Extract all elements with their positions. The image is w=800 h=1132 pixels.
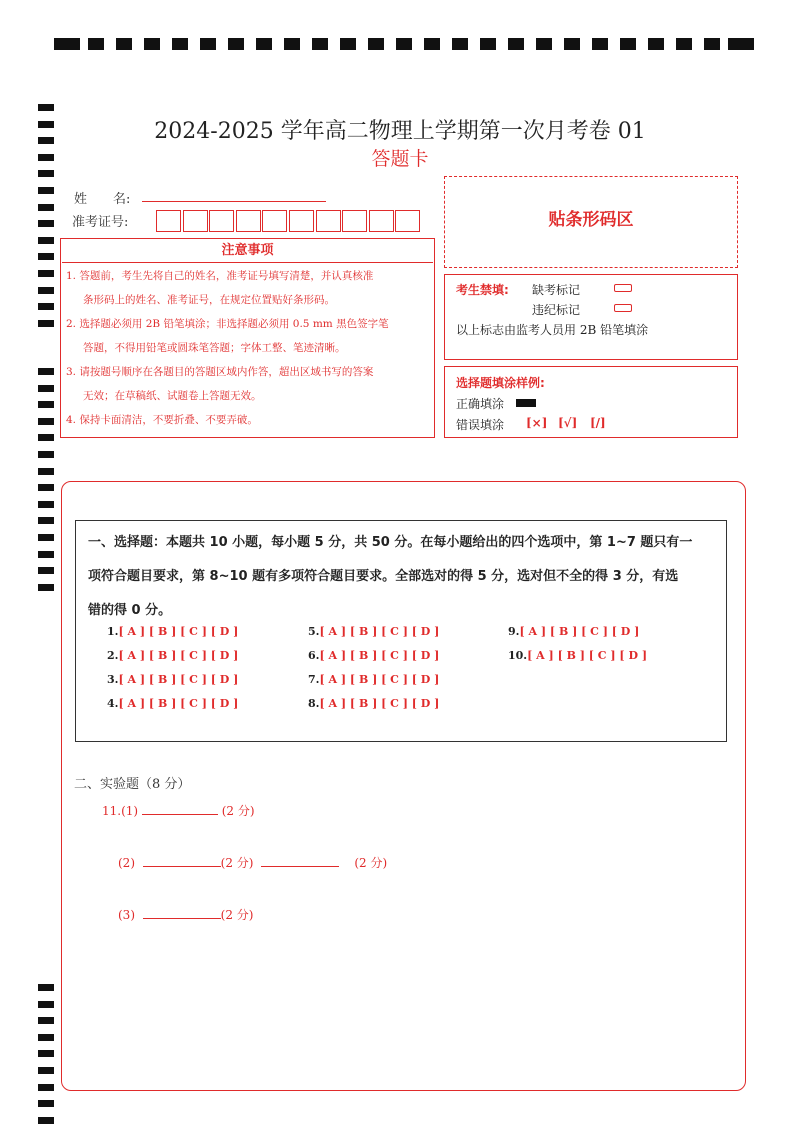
exam-id-digit-box[interactable] xyxy=(209,210,234,232)
side-timing-mark xyxy=(38,534,54,541)
side-timing-mark xyxy=(38,187,54,194)
wrong-mark-cross: [×] xyxy=(526,416,548,430)
answer-options[interactable]: [ A ] [ B ] [ C ] [ D ] xyxy=(319,625,440,638)
question-number: 5. xyxy=(308,625,320,638)
fill-sample-title: 选择题填涂样例: xyxy=(456,376,545,390)
absent-mark-label: 缺考标记 xyxy=(532,283,581,297)
question-number: 4. xyxy=(107,697,119,710)
side-timing-mark xyxy=(38,1017,54,1024)
side-timing-mark xyxy=(38,204,54,211)
timing-mark xyxy=(368,38,384,50)
side-timing-mark xyxy=(38,170,54,177)
timing-mark xyxy=(200,38,216,50)
name-field[interactable] xyxy=(142,200,326,202)
choice-question-5[interactable] xyxy=(308,625,439,638)
side-timing-mark xyxy=(38,401,54,408)
timing-mark xyxy=(648,38,664,50)
page-title: 2024-2025 学年高二物理上学期第一次月考卷 01 xyxy=(154,119,646,144)
timing-marks-top xyxy=(54,38,754,52)
correct-fill-label: 正确填涂 xyxy=(456,397,505,411)
question-number: 10. xyxy=(508,649,528,662)
exam-id-digit-box[interactable] xyxy=(156,210,181,232)
timing-mark xyxy=(564,38,580,50)
timing-mark xyxy=(116,38,132,50)
question-number: 8. xyxy=(308,697,320,710)
notice-item-2: 2. 选择题必须用 2B 铅笔填涂；非选择题必须用 0.5 mm 黑色签字笔 答题，不得用铅笔或圆珠笔答题；字体工整、笔迹清晰。 xyxy=(66,318,389,354)
q11-part2: (2) (2 分) (2 分) xyxy=(118,856,388,870)
side-timing-mark xyxy=(38,584,54,591)
answer-options[interactable]: [ A ] [ B ] [ C ] [ D ] xyxy=(118,697,239,710)
timing-mark xyxy=(88,38,104,50)
choice-question-2[interactable] xyxy=(107,649,238,662)
timing-mark xyxy=(284,38,300,50)
timing-mark xyxy=(620,38,636,50)
exam-id-digit-box[interactable] xyxy=(236,210,261,232)
side-timing-mark xyxy=(38,517,54,524)
violation-mark-box[interactable] xyxy=(614,304,632,312)
side-timing-mark xyxy=(38,220,54,227)
q11-part3: (3) (2 分) xyxy=(118,908,254,922)
exam-id-digit-box[interactable] xyxy=(342,210,367,232)
section1-instruction-line1: 一、选择题：本题共 10 小题，每小题 5 分，共 50 分。在每小题给出的四个选项中，第 1~7 题只有一 xyxy=(88,535,693,550)
notice-title: 注意事项 xyxy=(62,240,433,263)
side-timing-mark xyxy=(38,984,54,991)
question-number: 3. xyxy=(107,673,119,686)
timing-mark xyxy=(396,38,412,50)
side-timing-mark xyxy=(38,320,54,327)
notice-item-1: 1. 答题前，考生先将自己的姓名，准考证号填写清楚，并认真核准 条形码上的姓名、准考证号，在规定位置贴好条形码。 xyxy=(66,270,374,306)
barcode-area: 贴条形码区 xyxy=(444,176,738,268)
timing-mark xyxy=(728,38,754,50)
choice-question-10[interactable] xyxy=(508,649,647,662)
exam-forbid-title: 考生禁填: xyxy=(456,283,509,297)
violation-mark-label: 违纪标记 xyxy=(532,303,581,317)
side-timing-mark xyxy=(38,1117,54,1124)
timing-mark xyxy=(172,38,188,50)
side-timing-mark xyxy=(38,1050,54,1057)
side-timing-mark xyxy=(38,104,54,111)
timing-mark xyxy=(536,38,552,50)
correct-fill-sample xyxy=(516,399,536,407)
side-timing-mark xyxy=(38,451,54,458)
exam-id-label: 准考证号: xyxy=(72,215,129,230)
choice-question-6[interactable] xyxy=(308,649,439,662)
wrong-mark-slash: [/] xyxy=(590,416,606,430)
exam-id-digit-box[interactable] xyxy=(289,210,314,232)
notice-item-4: 4. 保持卡面清洁，不要折叠、不要弄破。 xyxy=(66,414,258,426)
q11-part1: 11.(1) (2 分) xyxy=(102,804,255,818)
side-timing-mark xyxy=(38,1100,54,1107)
wrong-mark-check: [√] xyxy=(558,416,578,430)
answer-options[interactable]: [ A ] [ B ] [ C ] [ D ] xyxy=(118,673,239,686)
timing-mark xyxy=(480,38,496,50)
side-timing-mark xyxy=(38,1084,54,1091)
question-number: 1. xyxy=(107,625,119,638)
timing-mark xyxy=(704,38,720,50)
timing-mark xyxy=(54,38,80,50)
timing-mark xyxy=(312,38,328,50)
answer-options[interactable]: [ A ] [ B ] [ C ] [ D ] xyxy=(118,649,239,662)
section1-instruction-line2: 项符合题目要求，第 8~10 题有多项符合题目要求。全部选对的得 5 分，选对但不全的得 3 分，有选 xyxy=(88,569,679,584)
question-number: 7. xyxy=(308,673,320,686)
name-label: 姓 名: xyxy=(74,192,131,207)
timing-mark xyxy=(452,38,468,50)
wrong-fill-label: 错误填涂 xyxy=(456,418,505,432)
q11-2a-answer-line[interactable] xyxy=(143,856,221,867)
exam-id-digit-box[interactable] xyxy=(183,210,208,232)
side-timing-mark xyxy=(38,418,54,425)
answer-options[interactable]: [ A ] [ B ] [ C ] [ D ] xyxy=(519,625,640,638)
page-subtitle: 答题卡 xyxy=(371,148,429,170)
question-number: 2. xyxy=(107,649,119,662)
side-timing-mark xyxy=(38,1001,54,1008)
absent-mark-box[interactable] xyxy=(614,284,632,292)
question-number: 9. xyxy=(508,625,520,638)
choice-question-3[interactable] xyxy=(107,673,238,686)
answer-options[interactable]: [ A ] [ B ] [ C ] [ D ] xyxy=(319,697,440,710)
answer-options[interactable]: [ A ] [ B ] [ C ] [ D ] xyxy=(319,649,440,662)
timing-mark xyxy=(228,38,244,50)
timing-mark xyxy=(256,38,272,50)
exam-id-digit-box[interactable] xyxy=(395,210,420,232)
side-timing-mark xyxy=(38,484,54,491)
exam-id-digit-box[interactable] xyxy=(316,210,341,232)
timing-mark xyxy=(676,38,692,50)
side-timing-mark xyxy=(38,501,54,508)
q11-1-answer-line[interactable] xyxy=(142,804,218,815)
q11-3-answer-line[interactable] xyxy=(143,908,221,919)
timing-mark xyxy=(592,38,608,50)
side-timing-mark xyxy=(38,1034,54,1041)
timing-mark xyxy=(144,38,160,50)
choice-question-1[interactable] xyxy=(107,625,238,638)
exam-id-digit-box[interactable] xyxy=(262,210,287,232)
timing-mark xyxy=(508,38,524,50)
choice-question-8[interactable] xyxy=(308,697,439,710)
side-timing-mark xyxy=(38,385,54,392)
timing-mark xyxy=(340,38,356,50)
choice-question-4[interactable] xyxy=(107,697,238,710)
side-timing-mark xyxy=(38,270,54,277)
notice-item-3: 3. 请按题号顺序在各题目的答题区域内作答，超出区域书写的答案 无效；在草稿纸、试题卷上答题无效。 xyxy=(66,366,374,402)
answer-options[interactable]: [ A ] [ B ] [ C ] [ D ] xyxy=(319,673,440,686)
side-timing-mark xyxy=(38,468,54,475)
forbid-note: 以上标志由监考人员用 2B 铅笔填涂 xyxy=(456,323,649,337)
section2-title: 二、实验题（8 分） xyxy=(74,777,191,792)
side-timing-mark xyxy=(38,551,54,558)
side-timing-mark xyxy=(38,237,54,244)
q11-2b-answer-line[interactable] xyxy=(261,856,339,867)
timing-mark xyxy=(424,38,440,50)
question-number: 6. xyxy=(308,649,320,662)
side-timing-mark xyxy=(38,434,54,441)
answer-options[interactable]: [ A ] [ B ] [ C ] [ D ] xyxy=(527,649,648,662)
side-timing-mark xyxy=(38,567,54,574)
side-timing-mark xyxy=(38,368,54,375)
side-timing-mark xyxy=(38,253,54,260)
side-timing-mark xyxy=(38,1067,54,1074)
choice-question-9[interactable] xyxy=(508,625,639,638)
exam-id-digit-box[interactable] xyxy=(369,210,394,232)
answer-options[interactable]: [ A ] [ B ] [ C ] [ D ] xyxy=(118,625,239,638)
section1-instruction-line3: 错的得 0 分。 xyxy=(88,603,172,618)
side-timing-mark xyxy=(38,303,54,310)
choice-question-7[interactable] xyxy=(308,673,439,686)
side-timing-mark xyxy=(38,287,54,294)
